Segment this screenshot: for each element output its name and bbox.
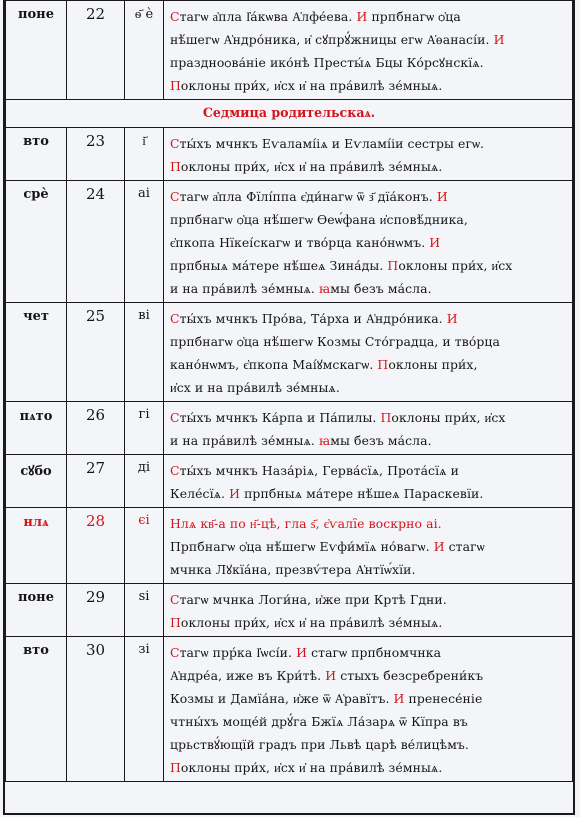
calendar-row bbox=[6, 303, 573, 402]
text-line bbox=[170, 231, 566, 254]
section-header-row bbox=[6, 100, 573, 128]
text-line bbox=[170, 611, 566, 634]
text-line bbox=[170, 74, 566, 97]
calendar-row bbox=[6, 584, 573, 637]
body-text: прпбныѧ ма́тере нѣ́шеѧ Зина́ды. bbox=[170, 258, 388, 273]
commemoration-text bbox=[164, 181, 573, 303]
commemoration-text bbox=[164, 584, 573, 637]
text-line bbox=[170, 155, 566, 178]
calendar-row bbox=[6, 1, 573, 100]
text-line bbox=[170, 5, 566, 28]
text-line bbox=[170, 710, 566, 733]
weekday-cell: срѐ bbox=[6, 181, 67, 303]
body-text: тагѡ а҆пла І҆а́кѡва А҆лфе́ева. bbox=[179, 9, 357, 24]
body-text: ты́хъ мчнкъ Ка́рпа и Па́пилы. bbox=[179, 410, 381, 425]
body-text: ты́хъ мчнкъ Про́ва, Та́рха и А҆ндро́ника. bbox=[179, 311, 447, 326]
commemoration-text bbox=[164, 637, 573, 782]
commemoration-text bbox=[164, 402, 573, 455]
text-line bbox=[170, 254, 566, 277]
date-number-cell: 27 bbox=[67, 455, 125, 508]
rubric-text: С bbox=[170, 592, 180, 607]
text-line bbox=[170, 208, 566, 231]
body-text: праздноѻва́ніе ико́нѣ Престы́ѧ Бцы Ко́рсꙋнскїѧ. bbox=[170, 55, 484, 70]
body-text: прпбныѧ ма́тере нѣ́шеѧ Параскевїи. bbox=[240, 486, 484, 501]
text-line bbox=[170, 277, 566, 300]
calendar-row bbox=[6, 128, 573, 181]
slavonic-numeral-cell: ді bbox=[125, 455, 164, 508]
rubric-text: ꙗ bbox=[319, 281, 331, 296]
body-text: мы безъ ма́сла. bbox=[330, 433, 432, 448]
slavonic-numeral-cell: єі bbox=[125, 508, 164, 584]
body-text: оклоны при́х, и҆сх и҆ на пра́вилѣ зе́мныѧ. bbox=[180, 159, 443, 174]
commemoration-text bbox=[164, 128, 573, 181]
text-line bbox=[170, 307, 566, 330]
weekday-cell: пѧто bbox=[6, 402, 67, 455]
text-line bbox=[170, 376, 566, 399]
body-text: пренесе́ніе bbox=[404, 691, 483, 706]
date-number-cell: 24 bbox=[67, 181, 125, 303]
text-line bbox=[170, 353, 566, 376]
body-text: тагѡ прр́ка І҆ѡсі́и. bbox=[179, 645, 297, 660]
body-text: мчнка Лꙋкїа́на, презвѵ́тера А҆нтїѡ́хїи. bbox=[170, 562, 416, 577]
body-text: и на пра́вилѣ зе́мныѧ. bbox=[170, 433, 320, 448]
calendar-row bbox=[6, 637, 573, 782]
body-text: прпбнагѡ ѻ҆ца bbox=[367, 9, 461, 24]
calendar-row bbox=[6, 181, 573, 303]
rubric-text: И bbox=[493, 32, 505, 47]
calendar-row bbox=[6, 402, 573, 455]
rubric-text: И bbox=[433, 539, 445, 554]
slavonic-numeral-cell: гі bbox=[125, 402, 164, 455]
text-line bbox=[170, 28, 566, 51]
rubric-text: И bbox=[436, 189, 448, 204]
rubric-text: П bbox=[170, 615, 181, 630]
text-line bbox=[170, 733, 566, 756]
rubric-text: П bbox=[380, 410, 392, 425]
text-line bbox=[170, 406, 566, 429]
slavonic-numeral-cell: і҃ bbox=[125, 128, 164, 181]
text-line bbox=[170, 185, 566, 208]
rubric-text: И bbox=[229, 486, 241, 501]
body-text: тагѡ а҆пла Фїлі́ппа є҆ди́нагѡ ѿ з҃ дїа́конъ. bbox=[179, 189, 437, 204]
body-text: А҆ндре́а, иже въ Кри́тѣ. bbox=[170, 668, 326, 683]
weekday-cell: поне bbox=[6, 584, 67, 637]
body-text: стагѡ bbox=[444, 539, 485, 554]
slavonic-numeral-cell: ѳ҃ ѐ bbox=[125, 1, 164, 100]
body-text: ты́хъ мчнкъ Еѵаламі́іѧ и Еѵламі́іи сестры егѡ. bbox=[179, 136, 485, 151]
calendar-table bbox=[5, 0, 573, 782]
rubric-text: П bbox=[170, 78, 181, 93]
date-number-cell: 22 bbox=[67, 1, 125, 100]
body-text: нѣ́шегѡ А҆ндро́ника, и҆ сꙋпрꙋ́жницы егѡ А҆ѳанасі́и. bbox=[170, 32, 494, 47]
rubric-text: П bbox=[170, 760, 181, 775]
body-text: прпбнагѡ ѻ҆ца нѣ́шегѡ Козмы Сто́градца, и тво́рца bbox=[170, 334, 500, 349]
text-line bbox=[170, 512, 566, 535]
date-number-cell: 29 bbox=[67, 584, 125, 637]
rubric-text: С bbox=[170, 410, 180, 425]
rubric-text: С bbox=[170, 645, 180, 660]
body-text: оклоны при́х, и҆сх и҆ на пра́вилѣ зе́мныѧ. bbox=[180, 615, 443, 630]
body-text: тагѡ мчнка Логи́на, и҆же при Кртѣ Гдни. bbox=[179, 592, 447, 607]
body-text: прпбнагѡ ѻ҆ца нѣ́шегѡ Ѳеѡ́фана и҆сповѣ́дника, bbox=[170, 212, 468, 227]
rubric-text: П bbox=[377, 357, 389, 372]
text-line bbox=[170, 535, 566, 558]
calendar-row bbox=[6, 455, 573, 508]
body-text: ты́хъ мчнкъ Наза́ріѧ, Герва́сїѧ, Прота́сїѧ и bbox=[179, 463, 459, 478]
rubric-text: П bbox=[387, 258, 399, 273]
commemoration-text bbox=[164, 303, 573, 402]
body-text: и на пра́вилѣ зе́мныѧ. bbox=[170, 281, 320, 296]
rubric-text: И bbox=[296, 645, 308, 660]
date-number-cell: 28 bbox=[67, 508, 125, 584]
rubric-text: П bbox=[170, 159, 181, 174]
weekday-cell: поне bbox=[6, 1, 67, 100]
rubric-text: Нлѧ кв҃-а по н҃-цѣ, гла ѕ҃, є҆ѵалі̑е воскрно аі. bbox=[170, 516, 442, 531]
body-text: оклоны при́х, и҆сх bbox=[398, 258, 513, 273]
rubric-text: С bbox=[170, 9, 180, 24]
text-line bbox=[170, 132, 566, 155]
body-text: црьствꙋ́ющїй градъ при Львѣ царѣ ве́лицѣмъ. bbox=[170, 737, 469, 752]
commemoration-text bbox=[164, 1, 573, 100]
body-text: Козмы и Дамїа́на, и҆же ѿ А҆равїтъ. bbox=[170, 691, 394, 706]
body-text: чтны́хъ моще́й дрꙋ́га Бжїѧ Ла́зарѧ ѿ Кїпра въ bbox=[170, 714, 468, 729]
weekday-cell: нлѧ bbox=[6, 508, 67, 584]
body-text: стыхъ безсребрени́къ bbox=[336, 668, 484, 683]
rubric-text: И bbox=[429, 235, 441, 250]
text-line bbox=[170, 641, 566, 664]
body-text: є҆пкопа Нїкеі́скагѡ и тво́рца кано́нѡмъ. bbox=[170, 235, 430, 250]
text-line bbox=[170, 330, 566, 353]
date-number-cell: 25 bbox=[67, 303, 125, 402]
calendar-page bbox=[3, 0, 575, 815]
rubric-text: С bbox=[170, 189, 180, 204]
weekday-cell: сꙋбо bbox=[6, 455, 67, 508]
section-header: Седмица родительскаѧ. bbox=[6, 100, 573, 128]
weekday-cell: чет bbox=[6, 303, 67, 402]
rubric-text: И bbox=[356, 9, 368, 24]
text-line bbox=[170, 51, 566, 74]
calendar-row bbox=[6, 508, 573, 584]
rubric-text: С bbox=[170, 311, 180, 326]
date-number-cell: 26 bbox=[67, 402, 125, 455]
text-line bbox=[170, 558, 566, 581]
date-number-cell: 30 bbox=[67, 637, 125, 782]
body-text: оклоны при́х, и҆сх и҆ на пра́вилѣ зе́мныѧ. bbox=[180, 78, 443, 93]
commemoration-text bbox=[164, 455, 573, 508]
slavonic-numeral-cell: аі bbox=[125, 181, 164, 303]
text-line bbox=[170, 482, 566, 505]
rubric-text: С bbox=[170, 136, 180, 151]
slavonic-numeral-cell: зі bbox=[125, 637, 164, 782]
rubric-text: С bbox=[170, 463, 180, 478]
weekday-cell: вто bbox=[6, 637, 67, 782]
body-text: стагѡ прпбномчнка bbox=[307, 645, 442, 660]
commemoration-text bbox=[164, 508, 573, 584]
body-text: мы безъ ма́сла. bbox=[330, 281, 432, 296]
slavonic-numeral-cell: ѕі bbox=[125, 584, 164, 637]
body-text: оклоны при́х, и҆сх bbox=[391, 410, 506, 425]
slavonic-numeral-cell: ві bbox=[125, 303, 164, 402]
text-line bbox=[170, 429, 566, 452]
text-line bbox=[170, 756, 566, 779]
body-text: кано́нѡмъ, є҆пкопа Маі́ꙋмскагѡ. bbox=[170, 357, 378, 372]
rubric-text: И bbox=[393, 691, 405, 706]
body-text: Келе́сїѧ. bbox=[170, 486, 230, 501]
body-text: Прпбнагѡ ѻ҆ца нѣ́шегѡ Еѵфи́мїѧ но́вагѡ. bbox=[170, 539, 434, 554]
weekday-cell: вто bbox=[6, 128, 67, 181]
date-number-cell: 23 bbox=[67, 128, 125, 181]
rubric-text: И bbox=[446, 311, 458, 326]
body-text: и҆сх и на пра́вилѣ зе́мныѧ. bbox=[170, 380, 340, 395]
text-line bbox=[170, 459, 566, 482]
body-text: оклоны при́х, и҆сх и҆ на пра́вилѣ зе́мныѧ. bbox=[180, 760, 443, 775]
text-line bbox=[170, 664, 566, 687]
rubric-text: И bbox=[325, 668, 337, 683]
body-text: оклоны при́х, bbox=[388, 357, 478, 372]
rubric-text: ꙗ bbox=[319, 433, 331, 448]
text-line bbox=[170, 687, 566, 710]
text-line bbox=[170, 588, 566, 611]
